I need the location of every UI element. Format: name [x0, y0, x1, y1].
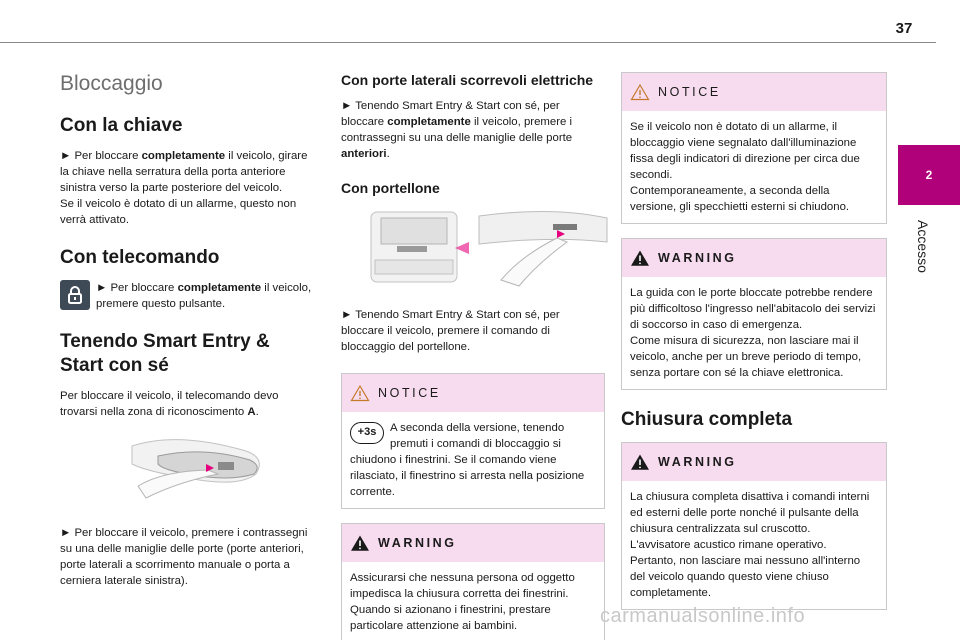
warning-windows-text: Assicurarsi che nessuna persona od oggetto impedisca la chiusura corretta dei finestrini. Quando si azionano i finestrini, prestare particolare attenzione ai bambini. — [350, 572, 575, 632]
warning-header — [342, 524, 604, 562]
chapter-tab[interactable] — [898, 145, 960, 205]
remote-instructions: ► Per bloccare completamente il veicolo, premere questo pulsante. — [96, 282, 312, 310]
notice-windows-text: A seconda della versione, tenendo premuti i comandi di bloccaggio si chiudono i finestrini. Se il comando viene rilasciato, il finestrino si arresta nella posizione corrente. — [350, 422, 585, 498]
remote-instruction-row — [60, 280, 318, 312]
page-number: 37 — [895, 20, 913, 37]
chapter-number: 2 — [925, 168, 933, 182]
lock-button-icon — [60, 280, 90, 310]
chapter-label — [903, 212, 953, 292]
tailgate-instructions: ► Tenendo Smart Entry & Start con sé, per bloccare il veicolo, premere il comando di bloccaggio del portellone. — [341, 309, 560, 353]
column-right — [621, 60, 887, 624]
section-heading-sliding-doors: Con porte laterali scorrevoli elettriche — [341, 72, 594, 88]
notice-label: NOTICE — [658, 85, 721, 99]
notice-label: NOTICE — [378, 386, 441, 400]
section-heading-tailgate: Con portellone — [341, 180, 440, 196]
warning-icon — [630, 249, 650, 267]
hold-3s-icon: +3s — [350, 422, 384, 444]
warning-emergency-text: La guida con le porte bloccate potrebbe rendere più difficoltoso l'ingresso nell'abitacolo dei servizi di soccorso in caso di emergenza. Come misura di sicurezza, non lasciare mai il veicolo, anche per un breve periodo di tempo, senza portare con sé la chiave elettronica. — [630, 287, 876, 379]
smart-entry-intro: Per bloccare il veicolo, il telecomando devo trovarsi nella zona di riconoscimento A. — [60, 390, 279, 418]
notice-header — [622, 73, 886, 111]
column-left — [60, 60, 318, 589]
chapter-title: Accesso — [915, 220, 931, 273]
warning-header — [622, 239, 886, 277]
section-heading-smart-entry: Tenendo Smart Entry & Start con sé — [60, 331, 270, 376]
warning-label: WARNING — [658, 251, 737, 265]
tailgate-illustration — [361, 206, 617, 288]
warning-box-emergency — [621, 238, 887, 390]
warning-header — [622, 443, 886, 481]
warning-icon — [630, 453, 650, 471]
section-heading-remote: Con telecomando — [60, 247, 220, 268]
section-heading-key: Con la chiave — [60, 115, 183, 136]
key-instructions: ► Per bloccare completamente il veicolo, girare la chiave nella serratura della porta anteriore sinistra verso la parte posteriore del veicolo. Se il veicolo è dotato di un allarme, questo non verrà attivato. — [60, 150, 308, 226]
key-note: Se il veicolo è dotato di un allarme, questo non verrà attivato. — [60, 198, 297, 226]
warning-box-full-lock — [621, 442, 887, 610]
warning-box-windows — [341, 523, 605, 640]
notice-icon — [350, 384, 370, 402]
notice-box-windows — [341, 373, 605, 509]
watermark: carmanualsonline.info — [600, 605, 806, 627]
warning-label: WARNING — [378, 536, 457, 550]
warning-full-lock-text: La chiusura completa disattiva i comandi interni ed esterni delle porte nonché il pulsante della chiusura centralizzata sul cruscotto. L'avvisatore acustico rimane operativo. Pertanto, non lasciare mai nessuno all'interno del veicolo quando questo viene chiuso completamente. — [630, 491, 870, 599]
page-title: Bloccaggio — [60, 72, 163, 95]
notice-header — [342, 374, 604, 412]
column-middle — [341, 60, 605, 640]
header-divider — [0, 42, 936, 43]
smart-entry-step: ► Per bloccare il veicolo, premere i contrassegni su una delle maniglie delle porte (porte anteriori, porte laterali a scorrimento manuale o porta a cerniera laterale sinistra). — [60, 527, 308, 587]
notice-alarm-text: Se il veicolo non è dotato di un allarme, il bloccaggio viene segnalato dall'illuminazione fissa degli indicatori di direzione per circa due secondi. Contemporaneamente, a seconda della versione, gli specchietti esterni si chiudono. — [630, 121, 860, 213]
door-handle-illustration — [118, 426, 268, 506]
warning-label: WARNING — [658, 455, 737, 469]
notice-box-alarm — [621, 72, 887, 224]
sliding-doors-instructions: ► Tenendo Smart Entry & Start con sé, per bloccare completamente il veicolo, premere i contrassegni su una delle maniglie delle porte anteriori. — [341, 100, 573, 160]
section-heading-full-lock: Chiusura completa — [621, 409, 793, 430]
warning-icon — [350, 534, 370, 552]
notice-icon — [630, 83, 650, 101]
